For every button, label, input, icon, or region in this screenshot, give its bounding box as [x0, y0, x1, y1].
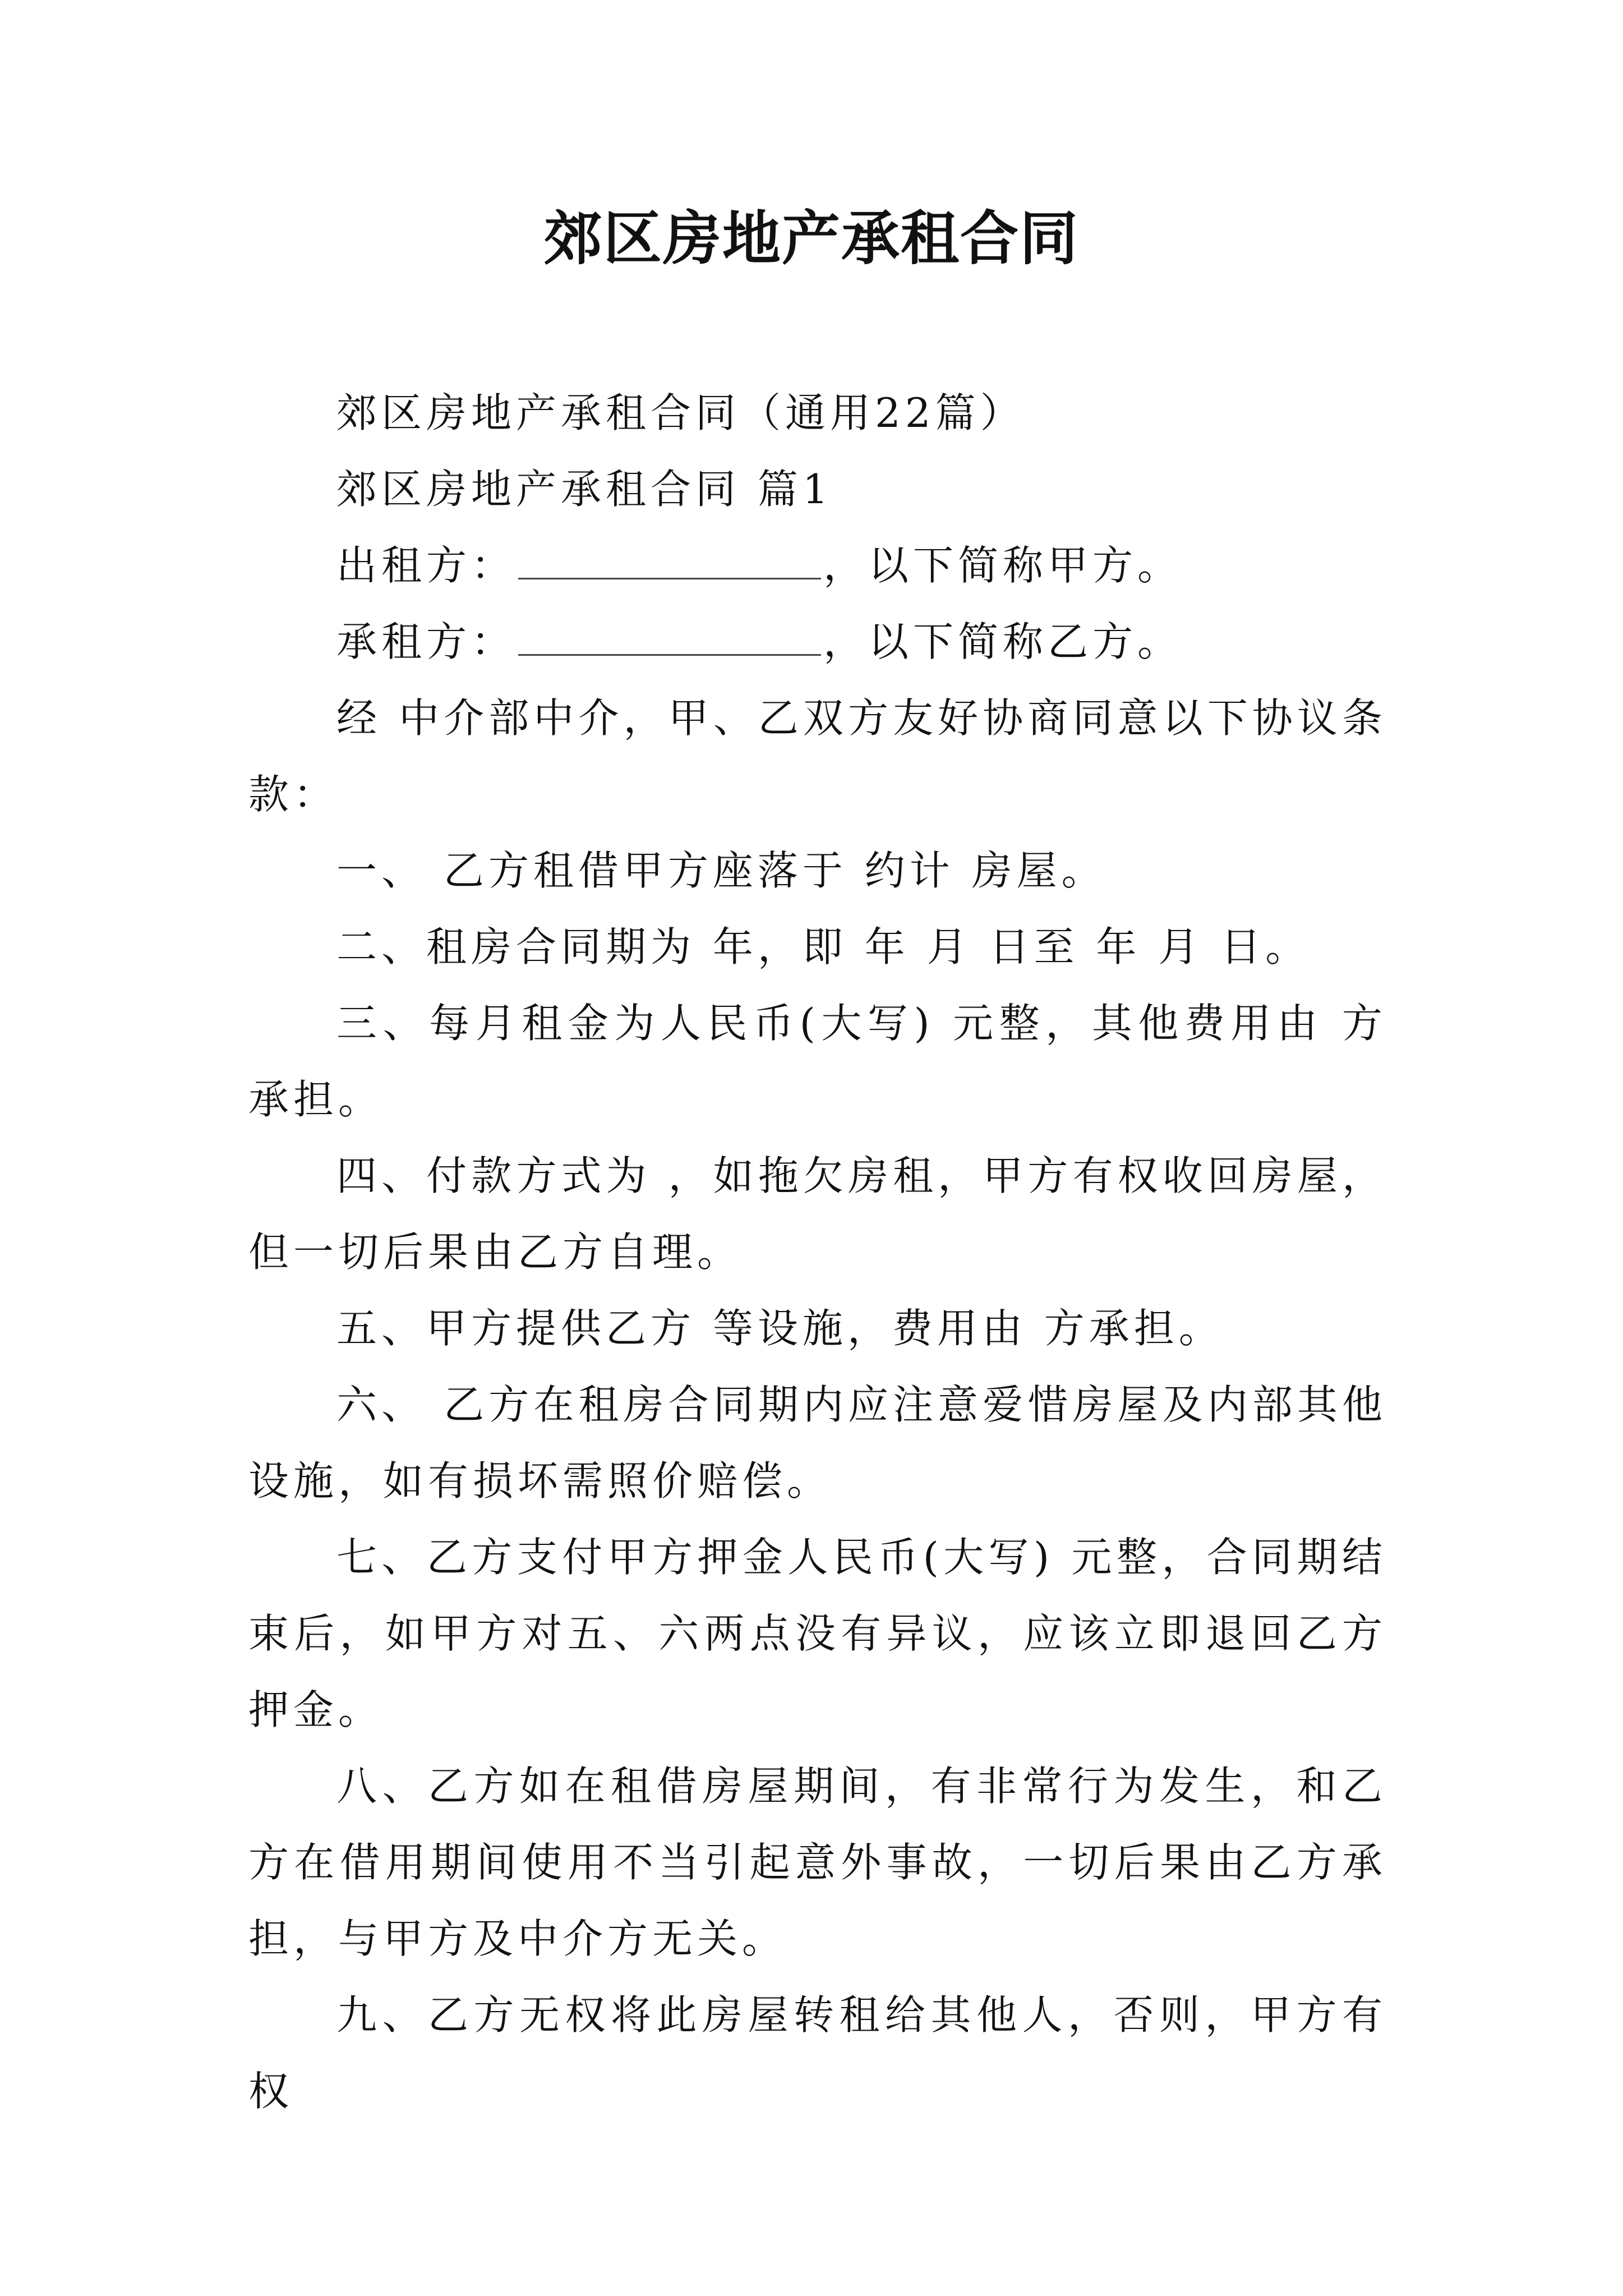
- clause-6: 六、 乙方在租房合同期内应注意爱惜房屋及内部其他设施，如有损坏需照价赔偿。: [248, 1381, 1387, 1504]
- document-body: [248, 375, 1387, 2129]
- lessee-suffix: ，以下简称乙方。: [823, 618, 1183, 665]
- section-heading: 郊区房地产承租合同 篇1: [336, 466, 833, 513]
- clause-8: 八、乙方如在租借房屋期间，有非常行为发生，和乙方在借用期间使用不当引起意外事故，一切后果由乙方承担，与甲方及中介方无关。: [248, 1763, 1387, 1962]
- lessee-label: 承租方：: [336, 618, 517, 665]
- lessor-label: 出租方：: [336, 542, 517, 589]
- clause-4: 四、付款方式为 ，如拖欠房租，甲方有权收回房屋，但一切后果由乙方自理。: [248, 1152, 1387, 1276]
- clause-1: 一、 乙方租借甲方座落于 约计 房屋。: [336, 847, 1106, 894]
- lessee-line: [248, 604, 1387, 680]
- document-subtitle: 郊区房地产承租合同（通用22篇）: [336, 389, 1025, 436]
- lessee-blank: [518, 620, 821, 656]
- intro-paragraph: 经 中介部中介，甲、乙双方友好协商同意以下协议条款：: [248, 694, 1387, 818]
- clause-9: 九、乙方无权将此房屋转租给其他人，否则，甲方有权: [248, 1991, 1387, 2115]
- clause-7: 七、乙方支付甲方押金人民币(大写) 元整，合同期结束后，如甲方对五、六两点没有异议，应该立即退回乙方押金。: [248, 1534, 1387, 1733]
- document-title: 郊区房地产承租合同: [543, 204, 1079, 273]
- clause-3: 三、每月租金为人民币(大写) 元整，其他费用由 方承担。: [248, 1000, 1387, 1123]
- lessor-line: [248, 527, 1387, 604]
- clause-5: 五、甲方提供乙方 等设施，费用由 方承担。: [336, 1305, 1224, 1352]
- lessor-blank: [518, 544, 821, 579]
- lessor-suffix: ，以下简称甲方。: [823, 542, 1183, 589]
- clause-2: 二、租房合同期为 年，即 年 月 日至 年 月 日。: [336, 923, 1311, 970]
